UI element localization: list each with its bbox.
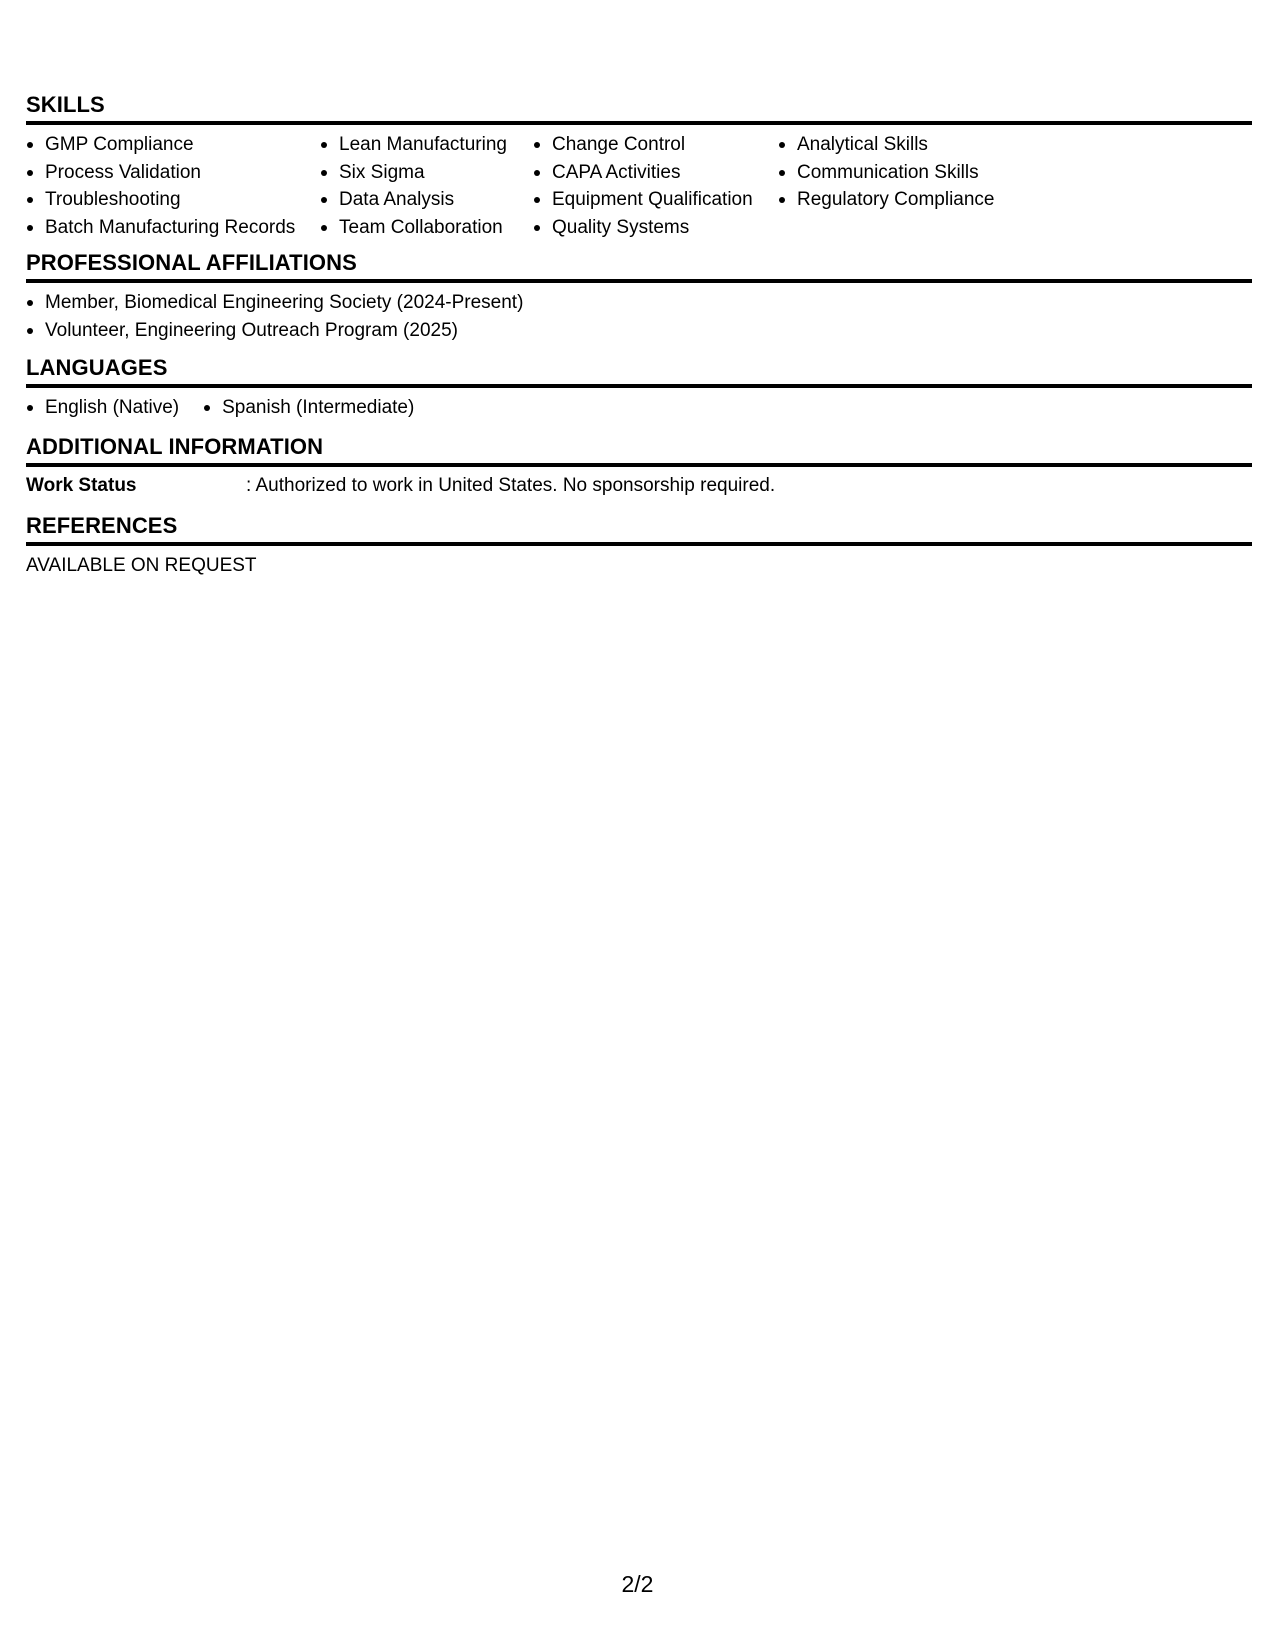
skill-item: Process Validation: [26, 159, 320, 187]
references-section: [26, 513, 1252, 579]
skills-column-3: [533, 131, 778, 241]
skill-item: Quality Systems: [533, 214, 778, 242]
work-status-value: : Authorized to work in United States. No sponsorship required.: [246, 475, 776, 496]
skills-heading: SKILLS: [26, 92, 1252, 125]
skill-item: Communication Skills: [778, 159, 1038, 187]
skill-item: Equipment Qualification: [533, 186, 778, 214]
additional-info-heading: ADDITIONAL INFORMATION: [26, 434, 1252, 467]
skill-item: Data Analysis: [320, 186, 533, 214]
skill-item: Analytical Skills: [778, 131, 1038, 159]
skill-item: CAPA Activities: [533, 159, 778, 187]
languages-heading: LANGUAGES: [26, 355, 1252, 388]
skill-item: Batch Manufacturing Records: [26, 214, 320, 242]
skills-column-2: [320, 131, 533, 241]
skill-item: Lean Manufacturing: [320, 131, 533, 159]
skill-item: Six Sigma: [320, 159, 533, 187]
skill-item: GMP Compliance: [26, 131, 320, 159]
work-status-label: Work Status: [26, 475, 137, 496]
skills-column-1: [26, 131, 320, 241]
work-status-row: [26, 472, 1252, 499]
affiliations-list: [26, 289, 1252, 344]
skills-section: [26, 92, 1252, 241]
skill-item: Regulatory Compliance: [778, 186, 1038, 214]
affiliation-item: Member, Biomedical Engineering Society (2024-Present): [26, 289, 1252, 317]
skills-column-4: [778, 131, 1038, 241]
affiliations-section: [26, 250, 1252, 344]
affiliation-item: Volunteer, Engineering Outreach Program (2025): [26, 317, 1252, 345]
skill-item: Troubleshooting: [26, 186, 320, 214]
references-heading: REFERENCES: [26, 513, 1252, 546]
languages-list: [26, 394, 1252, 422]
skills-grid: [26, 131, 1252, 241]
additional-info-section: [26, 434, 1252, 499]
skill-item: Change Control: [533, 131, 778, 159]
skill-item: Team Collaboration: [320, 214, 533, 242]
affiliations-heading: PROFESSIONAL AFFILIATIONS: [26, 250, 1252, 283]
page-number: 2/2: [621, 1571, 654, 1597]
language-item: English (Native): [26, 394, 179, 422]
references-text: AVAILABLE ON REQUEST: [26, 555, 257, 576]
languages-section: [26, 355, 1252, 422]
language-item: Spanish (Intermediate): [203, 394, 414, 422]
